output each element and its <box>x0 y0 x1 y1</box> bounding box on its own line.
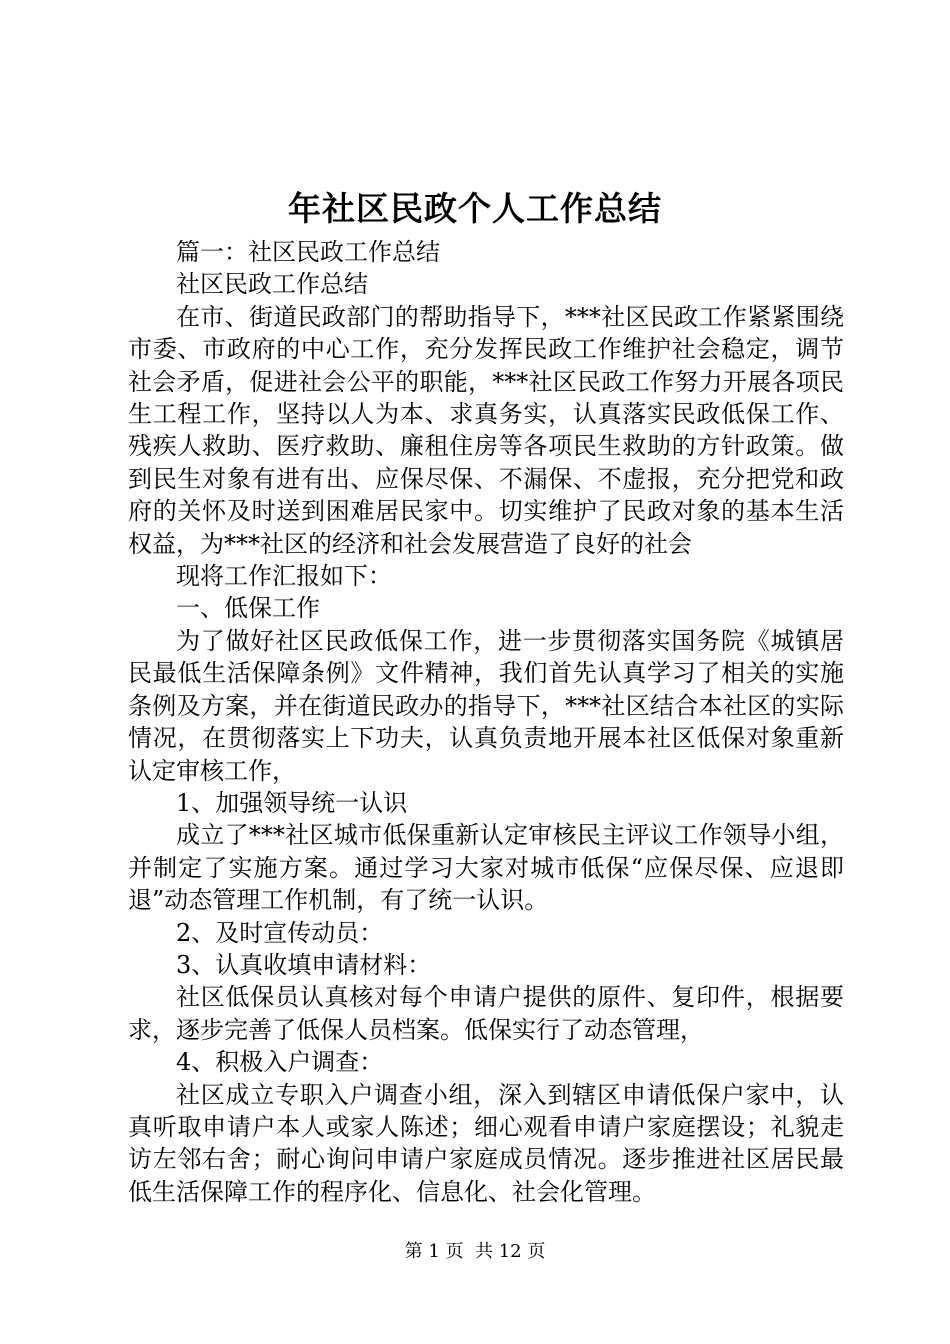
paragraph-item-2: 2、及时宣传动员： <box>176 918 384 947</box>
page-number-label: 第 1 页 共 12 页 <box>404 1241 546 1262</box>
paragraph-dibao-body: 为了做好社区民政低保工作，进一步贯彻落实国务院《城镇居民最低生活保障条例》文件精神，我们首先认真学习了相关的实施条例及方案，并在街道民政办的指导下，***社区结合本社区的实际情况，在贯彻落实上下功夫，认真负责地开展本社区低保对象重新认定审核工作， <box>128 626 844 785</box>
document-body <box>128 236 844 1208</box>
paragraph-report-lead: 现将工作汇报如下： <box>176 562 392 591</box>
paragraph-subtitle: 社区民政工作总结 <box>176 270 368 299</box>
paragraph-item-1: 1、加强领导统一认识 <box>176 788 408 817</box>
paragraph-item-4-body: 社区成立专职入户调查小组，深入到辖区申请低保户家中，认真听取申请户本人或家人陈述；细心观看申请户家庭摆设；礼貌走访左邻右舍；耐心询问申请户家庭成员情况。逐步推进社区居民最低生活保障工作的程序化、信息化、社会化管理。 <box>128 1080 844 1206</box>
page-footer <box>0 1239 950 1265</box>
paragraph-item-3: 3、认真收填申请材料： <box>176 950 432 979</box>
paragraph-heading-dibao: 一、低保工作 <box>176 594 320 623</box>
paragraph-intro: 在市、街道民政部门的帮助指导下，***社区民政工作紧紧围绕市委、市政府的中心工作，充分发挥民政工作维护社会稳定，调节社会矛盾，促进社会公平的职能，***社区民政工作努力开展各项民生工程工作，坚持以人为本、求真务实，认真落实民政低保工作、残疾人救助、医疗救助、廉租住房等各项民生救助的方针政策。做到民生对象有进有出、应保尽保、不漏保、不虚报，充分把党和政府的关怀及时送到困难居民家中。切实维护了民政对象的基本生活权益，为***社区的经济和社会发展营造了良好的社会 <box>128 302 844 558</box>
paragraph-item-4: 4、积极入户调查： <box>176 1048 384 1077</box>
paragraph-item-3-body: 社区低保员认真核对每个申请户提供的原件、复印件，根据要求，逐步完善了低保人员档案。低保实行了动态管理， <box>128 983 844 1044</box>
paragraph-section-heading: 篇一：社区民政工作总结 <box>176 238 440 266</box>
paragraph-item-1-body: 成立了***社区城市低保重新认定审核民主评议工作领导小组，并制定了实施方案。通过学习大家对城市低保“应保尽保、应退即退”动态管理工作机制，有了统一认识。 <box>128 821 844 915</box>
document-title: 年社区民政个人工作总结 <box>288 189 662 228</box>
